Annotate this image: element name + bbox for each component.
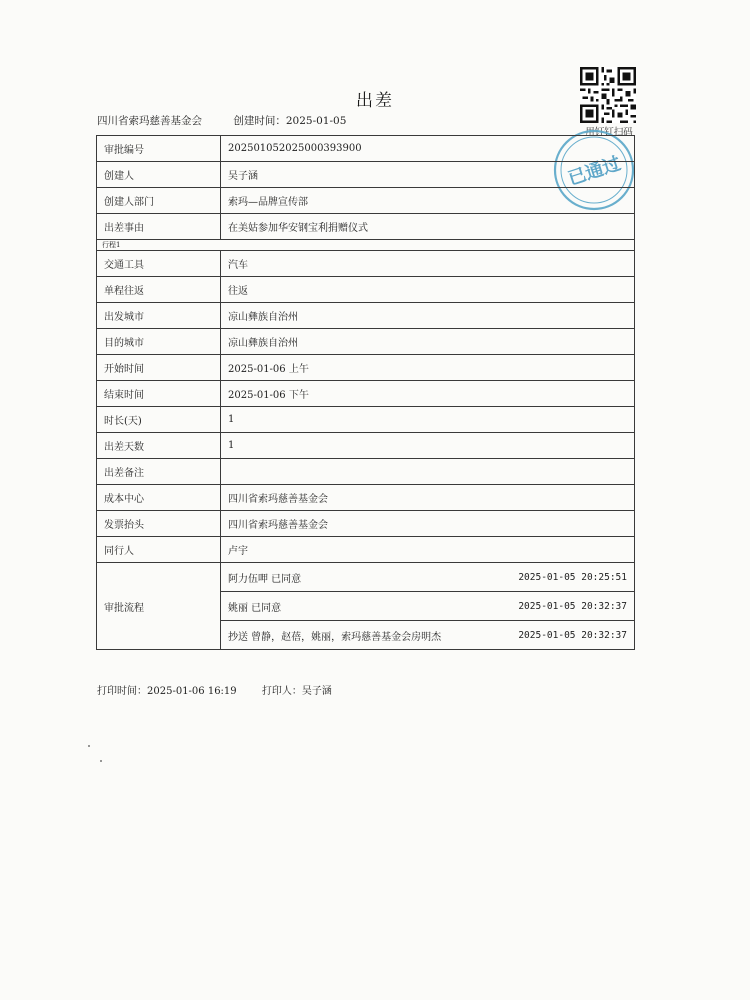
field-value: 往返: [221, 277, 635, 303]
field-value: 四川省索玛慈善基金会: [221, 485, 635, 511]
table-row: [97, 355, 635, 381]
field-label: 结束时间: [97, 381, 221, 407]
field-value: 汽车: [221, 251, 635, 277]
field-label: 目的城市: [97, 329, 221, 355]
table-row: [97, 251, 635, 277]
section-row: [97, 240, 635, 251]
printer: [262, 686, 332, 697]
approval-step: [221, 592, 634, 621]
approval-step: [221, 621, 634, 649]
print-time: [97, 686, 237, 697]
field-label: 审批编号: [97, 136, 221, 162]
field-label: 创建人部门: [97, 188, 221, 214]
field-value: 202501052025000393900: [221, 136, 635, 162]
table-row: [97, 407, 635, 433]
field-value: 卢宇: [221, 537, 635, 563]
scan-speck: [88, 745, 90, 747]
table-row: [97, 381, 635, 407]
document-subheader: [97, 113, 374, 128]
field-label: 创建人: [97, 162, 221, 188]
field-value: 凉山彝族自治州: [221, 303, 635, 329]
field-label: 单程往返: [97, 277, 221, 303]
field-value: 索玛—品牌宣传部: [221, 188, 635, 214]
created-label: 创建时间：: [233, 115, 286, 127]
approval-step-time: 2025-01-05 20:25:51: [518, 571, 627, 583]
print-time-value: 2025-01-06 16:19: [147, 686, 237, 697]
table-row: [97, 485, 635, 511]
table-row: [97, 277, 635, 303]
field-value: 2025-01-06 下午: [221, 381, 635, 407]
field-value: 凉山彝族自治州: [221, 329, 635, 355]
field-value: 2025-01-06 上午: [221, 355, 635, 381]
field-label: 交通工具: [97, 251, 221, 277]
table-row: [97, 188, 635, 214]
field-value: 吴子涵: [221, 162, 635, 188]
table-row: [97, 537, 635, 563]
approval-step-text: 姚丽 已同意: [228, 602, 282, 614]
section-label: 行程1: [97, 240, 635, 251]
table-row: [97, 162, 635, 188]
stamp-text: 已通过: [565, 153, 624, 190]
field-label: 出差备注: [97, 459, 221, 485]
approval-steps: [221, 563, 635, 650]
qr-caption: 用钉钉扫码: [585, 127, 633, 138]
field-label: 出差事由: [97, 214, 221, 240]
table-row: [97, 303, 635, 329]
field-value: 1: [221, 433, 635, 459]
created-time: [233, 115, 346, 127]
field-label: 出差天数: [97, 433, 221, 459]
org-name: 四川省索玛慈善基金会: [97, 115, 202, 127]
field-value: 在美姑参加华安钢宝利捐赠仪式: [221, 214, 635, 240]
field-value: 四川省索玛慈善基金会: [221, 511, 635, 537]
table-row: [97, 459, 635, 485]
travel-form-table: [96, 135, 635, 650]
approval-row: [97, 563, 635, 650]
approval-step: [221, 563, 634, 592]
field-label: 开始时间: [97, 355, 221, 381]
scan-speck: [100, 760, 102, 762]
table-row: [97, 433, 635, 459]
printer-label: 打印人：: [261, 686, 302, 697]
approval-step-text: 抄送 曾静，赵蓓，姚丽，索玛慈善基金会房明杰: [228, 631, 442, 643]
printer-value: 吴子涵: [301, 686, 332, 697]
field-label: 时长(天): [97, 407, 221, 433]
approval-step-text: 阿力伍呷 已同意: [228, 573, 302, 585]
table-row: [97, 329, 635, 355]
document-title: 出差: [356, 91, 394, 111]
qr-code-icon: [580, 67, 636, 123]
table-row: [97, 214, 635, 240]
approval-step-time: 2025-01-05 20:32:37: [518, 600, 627, 612]
print-time-label: 打印时间：: [97, 686, 147, 697]
approval-step-time: 2025-01-05 20:32:37: [518, 629, 627, 641]
field-label: 同行人: [97, 537, 221, 563]
field-value: 1: [221, 407, 635, 433]
field-label: 出发城市: [97, 303, 221, 329]
field-label: 发票抬头: [97, 511, 221, 537]
print-footer: [97, 682, 354, 697]
field-label: 成本中心: [97, 485, 221, 511]
table-row: [97, 136, 635, 162]
field-value: [221, 459, 635, 485]
created-value: 2025-01-05: [285, 115, 347, 127]
table-row: [97, 511, 635, 537]
approval-label: 审批流程: [97, 563, 221, 650]
